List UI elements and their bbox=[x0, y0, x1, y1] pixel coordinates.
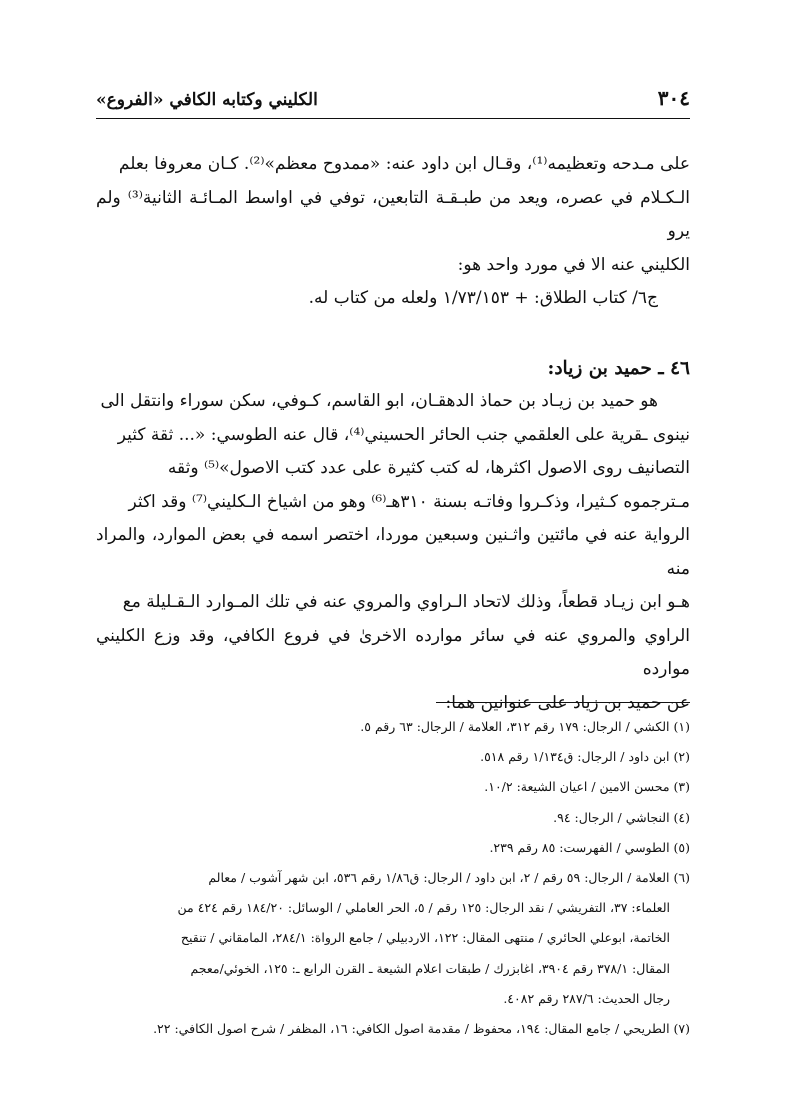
footnote: (٤) النجاشي / الرجال: ٩٤. bbox=[553, 809, 690, 825]
text-line: ج٦/ كتاب الطلاق: + ١/٧٣/١٥٣ ولعله من كتاب له. bbox=[308, 288, 658, 308]
page-number: ٣٠٤ bbox=[657, 86, 690, 110]
section-heading: ٤٦ ـ حميد بن زياد: bbox=[547, 357, 690, 379]
text-line: الـكـلام في عصره، ويعد من طبـقـة التابعين، توفي في اواسط المـائـة الثانية⁽³⁾ ولم يرو bbox=[96, 187, 690, 241]
page-header bbox=[96, 86, 690, 110]
header-rule bbox=[96, 118, 690, 119]
text-line: الراوي والمروي عنه في سائر موارده الاخرىٰ في فروع الكافي، وقد وزع الكليني موارده bbox=[96, 625, 690, 679]
footnote-continuation: رجال الحديث: ٢٨٧/٦ رقم ٤٠٨٢. bbox=[503, 990, 670, 1006]
text-line: مـترجموه كـثيرا، وذكـروا وفاتـه بسنة ٣١٠هـ⁽⁶⁾ وهو من اشياخ الـكليني⁽⁷⁾ وقد اكثر bbox=[128, 491, 690, 512]
footnote-continuation: العلماء: ٣٧، التفريشي / نقد الرجال: ١٢٥ رقم / ٥، الحر العاملي / الوسائل: ١٨٤/٢٠ رقم ٤٢٤ من bbox=[177, 900, 670, 916]
footnote: (٢) ابن داود / الرجال: ق١/١٣٤ رقم ٥١٨. bbox=[480, 749, 690, 765]
text-line: الرواية عنه في مائتين واثـنين وسبعين موردا، اختصر اسمه في بعض الموارد، والمراد منه bbox=[96, 525, 690, 579]
text-line: هو حميد بن زيـاد بن حماذ الدهقـان، ابو القاسم، كـوفي، سكن سوراء وانتقل الى bbox=[100, 391, 658, 411]
footnote-continuation: الخاتمة، ابوعلي الحائري / منتهى المقال: ١٢٢، الاردبيلي / جامع الرواة: ٢٨٤/١، المامقاني / تنقيح bbox=[180, 930, 670, 946]
text-line: التصانيف روى الاصول اكثرها، له كتب كثيرة على عدد كتب الاصول»⁽⁵⁾ وثقه bbox=[167, 458, 690, 478]
footnote: (٧) الطريحي / جامع المقال: ١٩٤، محفوظ / مقدمة اصول الكافي: ١٦، المظفر / شرح اصول الكافي: ٢٢. bbox=[153, 1021, 690, 1037]
text-line: الكليني عنه الا في مورد واحد هو: bbox=[457, 254, 690, 275]
text-line: على مـدحه وتعظيمه⁽¹⁾، وقـال ابن داود عنه: «ممدوح معظم»⁽²⁾. كـان معروفا بعلم bbox=[118, 154, 690, 174]
main-text bbox=[96, 148, 690, 720]
footnote: (٦) العلامة / الرجال: ٥٩ رقم / ٢، ابن داود / الرجال: ق١/٨٦ رقم ٥٣٦، ابن شهر آشوب / معالم bbox=[208, 870, 690, 886]
footnote: (١) الكشي / الرجال: ١٧٩ رقم ٣١٢، العلامة / الرجال: ٦٣ رقم ٥. bbox=[360, 719, 690, 734]
footnotes bbox=[96, 712, 690, 1044]
paragraph-gap bbox=[96, 316, 690, 352]
running-title: الكليني وكتابه الكافي «الفروع» bbox=[96, 90, 318, 110]
text-line: عن حميد بن زياد على عنوانين هما: bbox=[445, 692, 690, 713]
footnote: (٣) محسن الامين / اعيان الشيعة: ١٠/٢. bbox=[484, 779, 690, 795]
footnote-rule bbox=[436, 702, 690, 703]
text-line: هـو ابن زيـاد قطعاً، وذلك لاتحاد الـراوي والمروي عنه في تلك المـوارد الـقـليلة مع bbox=[122, 592, 690, 612]
footnote: (٥) الطوسي / الفهرست: ٨٥ رقم ٢٣٩. bbox=[489, 839, 690, 855]
text-line: نينوى ـقرية على العلقمي جنب الحائر الحسيني⁽⁴⁾، قال عنه الطوسي: «... ثقة كثير bbox=[117, 424, 690, 445]
footnote-continuation: المقال: ٣٧٨/١ رقم ٣٩٠٤، اغابزرك / طبقات اعلام الشيعة ـ القرن الرابع ـ: ١٢٥، الخوئي/معجم bbox=[190, 960, 670, 976]
